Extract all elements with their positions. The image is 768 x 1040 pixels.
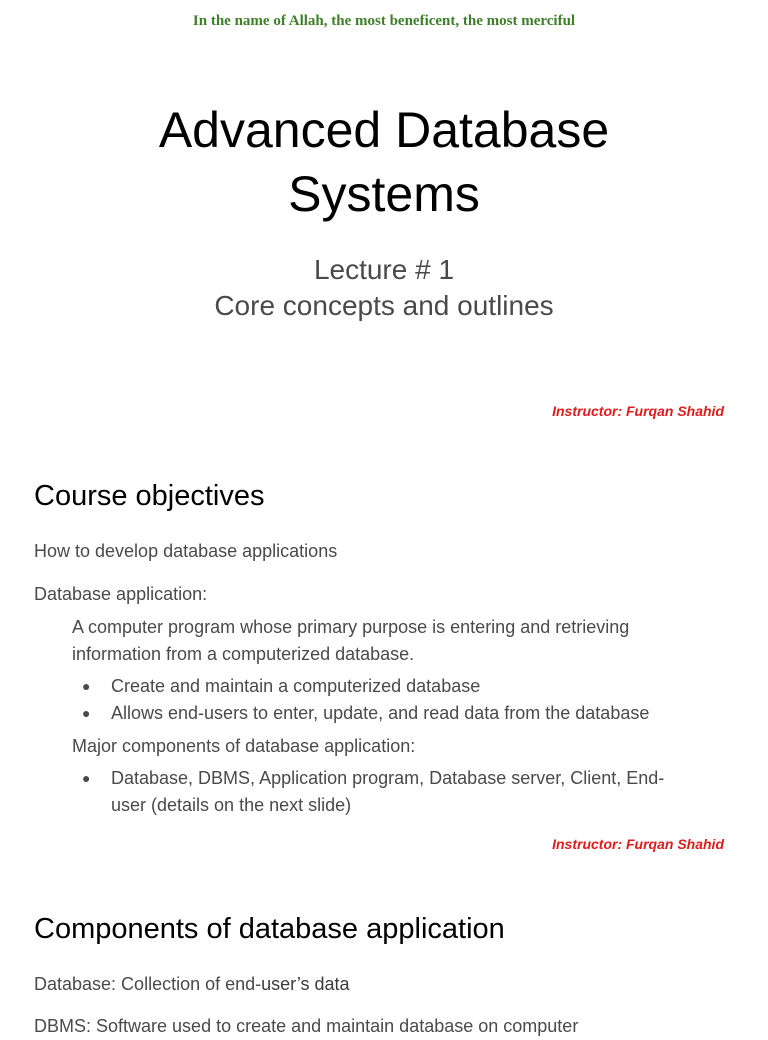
bullet-text-line-2: user (details on the next slide) xyxy=(111,795,352,815)
application-bullet-list xyxy=(72,673,712,727)
list-item xyxy=(72,700,712,727)
bullet-text: Allows end-users to enter, update, and read data from the database xyxy=(111,703,650,723)
major-components-label: Major components of database application: xyxy=(72,736,416,756)
objective-line: How to develop database applications xyxy=(34,541,338,561)
database-application-definition xyxy=(72,614,732,668)
dbms-definition: DBMS: Software used to create and maintain database on computer xyxy=(34,1016,579,1036)
bullet-text: Create and maintain a computerized database xyxy=(111,676,481,696)
lecture-number: Lecture # 1 xyxy=(313,254,455,285)
components-bullet-list xyxy=(72,765,712,819)
instructor-credit: Instructor: Furqan Shahid xyxy=(552,403,724,419)
definition-line-1: A computer program whose primary purpose is entering and retrieving xyxy=(72,617,630,637)
section-heading-components: Components of database application xyxy=(34,913,505,945)
list-item xyxy=(72,765,712,819)
database-definition-suffix: user’s data xyxy=(261,974,350,994)
title-line-2: Systems xyxy=(288,166,480,222)
bullet-icon: ● xyxy=(82,678,91,694)
definition-line-2: information from a computerized database. xyxy=(72,644,415,664)
bullet-icon: ● xyxy=(82,705,91,721)
database-application-label: Database application: xyxy=(34,584,208,604)
bismillah-header: In the name of Allah, the most beneficent, the most merciful xyxy=(192,13,576,29)
bullet-icon: ● xyxy=(82,770,91,786)
lecture-subtitle xyxy=(0,252,768,324)
lecture-topic: Core concepts and outlines xyxy=(214,290,554,321)
title-line-1: Advanced Database xyxy=(158,102,610,158)
instructor-credit: Instructor: Furqan Shahid xyxy=(552,836,724,852)
bullet-text-line-1: Database, DBMS, Application program, Database server, Client, End- xyxy=(111,768,665,788)
database-definition-prefix: Database: Collection of end- xyxy=(34,974,262,994)
database-definition xyxy=(34,971,350,998)
section-heading-objectives: Course objectives xyxy=(34,480,265,512)
list-item xyxy=(72,673,712,700)
document-title xyxy=(0,98,768,226)
